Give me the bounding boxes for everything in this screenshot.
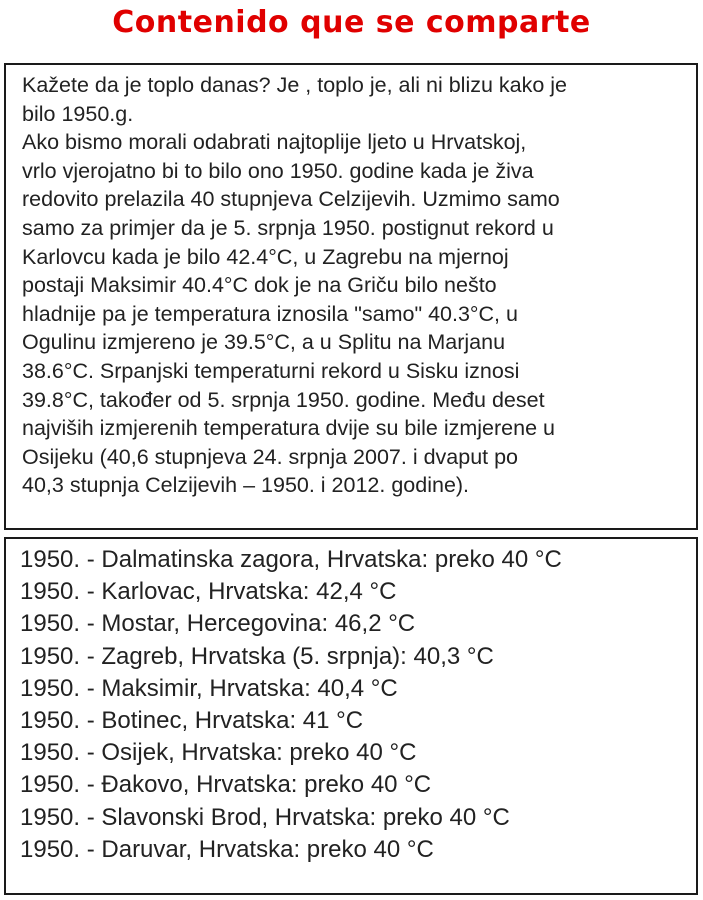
record-item: 1950. - Mostar, Hercegovina: 46,2 °C [20,610,416,638]
record-item: 1950. - Đakovo, Hrvatska: preko 40 °C [20,771,432,799]
shared-content-heading: Contenido que se comparte [112,5,591,40]
record-item: 1950. - Maksimir, Hrvatska: 40,4 °C [20,674,398,702]
temperature-records-panel [4,537,698,895]
record-item: 1950. - Osijek, Hrvatska: preko 40 °C [20,739,417,767]
record-item: 1950. - Dalmatinska zagora, Hrvatska: preko 40 °C [20,546,562,573]
temperature-records-list [20,544,690,866]
post-paragraph: Kažete da je toplo danas? Je , toplo je, ali ni blizu kako je bilo 1950.g. Ako bismo morali odabrati najtoplije ljeto u Hrvatskoj, vrlo vjerojatno bi to bilo ono 1950. godine kada je živa redovito prelazila 40 stupnjeva Celzijevih. Uzmimo samo samo za primjer da je 5. srpnja 1950. postignut rekord u Karlovcu kada je bilo 42.4°C, u Zagrebu na mjernoj postaji Maksimir 40.4°C dok je na Griču bilo nešto hladnije pa je temperatura iznosila "samo" 40.3°C, u Ogulinu izmjereno je 39.5°C, a u Splitu na Marjanu 38.6°C. Srpanjski temperaturni rekord u Sisku iznosi 39.8°C, također od 5. srpnja 1950. godine. Među deset najviših izmjerenih temperatura dvije su bile izmjerene u Osijeku (40,6 stupnjeva 24. srpnja 2007. i dvaput po 40,3 stupnja Celzijevih – 1950. i 2012. godine). [22,73,568,498]
record-item: 1950. - Botinec, Hrvatska: 41 °C [20,707,364,735]
record-item: 1950. - Slavonski Brod, Hrvatska: preko 40 °C [20,803,510,831]
record-item: 1950. - Karlovac, Hrvatska: 42,4 °C [20,578,397,606]
post-text-panel [4,63,698,530]
record-item: 1950. - Zagreb, Hrvatska (5. srpnja): 40,3 °C [20,642,494,670]
record-item: 1950. - Daruvar, Hrvatska: preko 40 °C [20,835,434,863]
